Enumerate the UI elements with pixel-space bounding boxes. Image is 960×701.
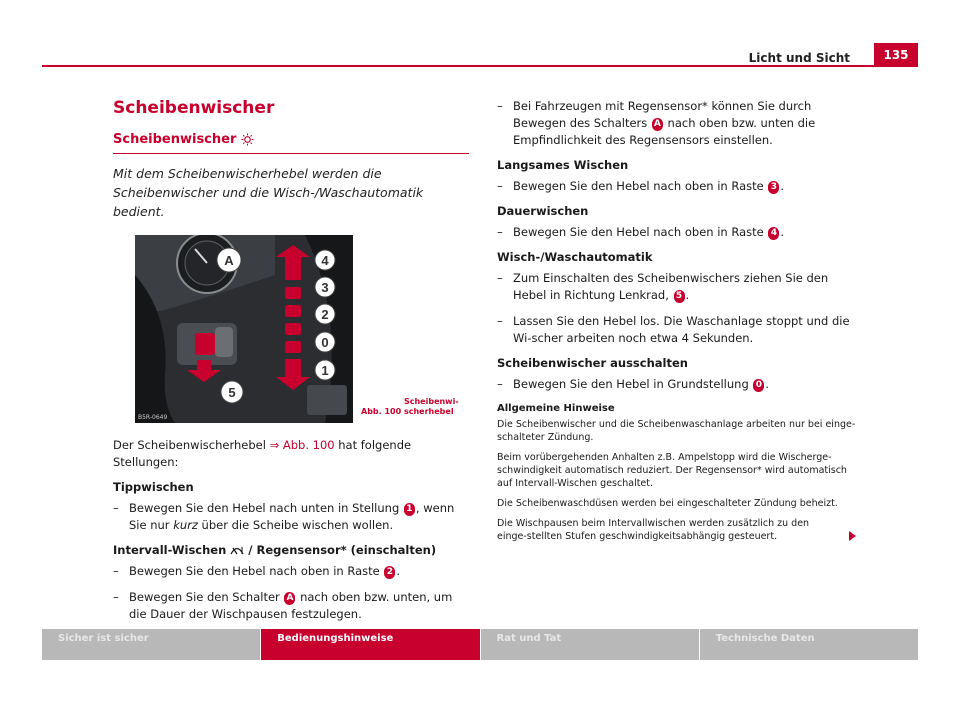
figure-code: B5R-0649 bbox=[138, 414, 168, 421]
figure-caption-number: Abb. 100 bbox=[361, 407, 402, 416]
position-badge: 5 bbox=[674, 290, 685, 303]
info-sun-icon bbox=[241, 133, 254, 146]
slow-wipe-heading: Langsames Wischen bbox=[497, 158, 629, 172]
intro-lead: Mit dem Scheibenwischerhebel werden die Scheibenwischer und die Wisch-/Waschautomatik bedient. bbox=[113, 166, 424, 219]
general-note-4: Die Wischpausen beim Intervallwischen werden zusätzlich zu den einge-stellten Stufen geschwindigkeitsabhängig gesteuert. bbox=[497, 518, 810, 542]
position-badge: 4 bbox=[768, 227, 779, 240]
tip-heading: Tippwischen bbox=[113, 480, 194, 494]
footer-tab-rat[interactable]: Rat und Tat bbox=[481, 629, 700, 660]
wash-item-2: – Lassen Sie den Hebel los. Die Waschanlage stoppt und die Wi-scher arbeiten noch etwa 4 Sekunden. bbox=[497, 314, 850, 345]
slow-wipe-item: – Bewegen Sie den Hebel nach oben in Raste 3 . bbox=[497, 179, 785, 193]
left-column bbox=[113, 98, 469, 623]
figure-container bbox=[113, 235, 469, 423]
wash-item-1: – Zum Einschalten des Scheibenwischers ziehen Sie den Hebel in Richtung Lenkrad, 5 . bbox=[497, 271, 829, 302]
general-note-1: Die Scheibenwischer und die Scheibenwaschanlage arbeiten nur bei einge-schalteter Zündung. bbox=[497, 419, 856, 443]
interval-item-1: – Bewegen Sie den Hebel nach oben in Raste 2 . bbox=[113, 564, 401, 578]
position-badge: 1 bbox=[404, 503, 415, 516]
interval-heading: Intervall-Wischen / Regensensor* (einschalten) bbox=[113, 543, 437, 557]
right-column bbox=[497, 98, 862, 543]
interval-wiper-icon bbox=[230, 545, 244, 556]
footer-nav bbox=[42, 629, 918, 660]
continuous-wipe-item: – Bewegen Sie den Hebel nach oben in Raste 4 . bbox=[497, 225, 785, 239]
figure-reference-link[interactable]: ⇒ Abb. 100 bbox=[269, 438, 335, 452]
wiper-off-item: – Bewegen Sie den Hebel in Grundstellung 0 . bbox=[497, 377, 770, 391]
wash-automatic-heading: Wisch-/Waschautomatik bbox=[497, 250, 653, 264]
footer-tab-technik[interactable]: Technische Daten bbox=[700, 629, 918, 660]
footer-tab-bedienung[interactable]: Bedienungshinweise bbox=[261, 629, 480, 660]
position-badge: 3 bbox=[768, 181, 779, 194]
figure-label-5: 5 bbox=[228, 385, 236, 400]
figure-label-1: 1 bbox=[321, 363, 329, 378]
tip-item: – Bewegen Sie den Hebel nach unten in Stellung 1 , wenn Sie nur kurz über die Scheibe wischen wollen. bbox=[113, 501, 455, 532]
positions-intro-text: Der Scheibenwischerhebel bbox=[113, 438, 270, 452]
general-note-2: Beim vorübergehenden Anhalten z.B. Ampelstopp wird die Wischerge-schwindigkeit automatisch reduziert. Der Regensensor* wird automatisch auf Intervall-Wischen geschaltet. bbox=[497, 452, 847, 489]
positions-intro bbox=[113, 437, 469, 471]
wiper-off-heading: Scheibenwischer ausschalten bbox=[497, 356, 688, 370]
interval-item-2: – Bewegen Sie den Schalter A nach oben bzw. unten, um die Dauer der Wischpausen festzulegen. bbox=[113, 590, 453, 621]
figure-label-0: 0 bbox=[321, 335, 329, 350]
general-note-3: Die Scheibenwaschdüsen werden bei eingeschalteter Zündung beheizt. bbox=[497, 498, 838, 509]
figure-label-3: 3 bbox=[321, 280, 329, 295]
switch-badge: A bbox=[652, 118, 663, 131]
positions-intro-text-end: hat folgende Stellungen: bbox=[113, 438, 412, 469]
running-header-title: Licht und Sicht bbox=[748, 51, 850, 65]
continuous-wipe-heading: Dauerwischen bbox=[497, 204, 589, 218]
position-badge: 0 bbox=[753, 379, 764, 392]
section-title: Scheibenwischer bbox=[113, 98, 275, 118]
figure-label-a: A bbox=[224, 253, 234, 268]
switch-badge: A bbox=[284, 592, 295, 605]
subsection-heading bbox=[113, 132, 469, 154]
figure-label-2: 2 bbox=[321, 307, 329, 322]
subsection-title: Scheibenwischer bbox=[113, 132, 237, 147]
header-rule bbox=[42, 65, 918, 67]
general-note-4-row bbox=[497, 517, 862, 543]
general-notes-heading: Allgemeine Hinweise bbox=[497, 403, 615, 414]
wiper-lever-illustration bbox=[135, 235, 353, 423]
page-number: 135 bbox=[874, 43, 918, 67]
figure-caption bbox=[361, 397, 468, 417]
position-badge: 2 bbox=[384, 566, 395, 579]
rain-sensor-item: – Bei Fahrzeugen mit Regensensor* können Sie durch Bewegen des Schalters A nach oben bzw. unten die Empfindlichkeit des Regensensors einstellen. bbox=[497, 99, 816, 147]
figure-caption-text: Scheibenwi-scherhebel bbox=[403, 397, 459, 416]
footer-tab-sicher[interactable]: Sicher ist sicher bbox=[42, 629, 261, 660]
figure-label-4: 4 bbox=[321, 253, 329, 268]
continue-arrow-icon bbox=[849, 531, 856, 541]
wiper-lever-figure bbox=[135, 235, 353, 423]
